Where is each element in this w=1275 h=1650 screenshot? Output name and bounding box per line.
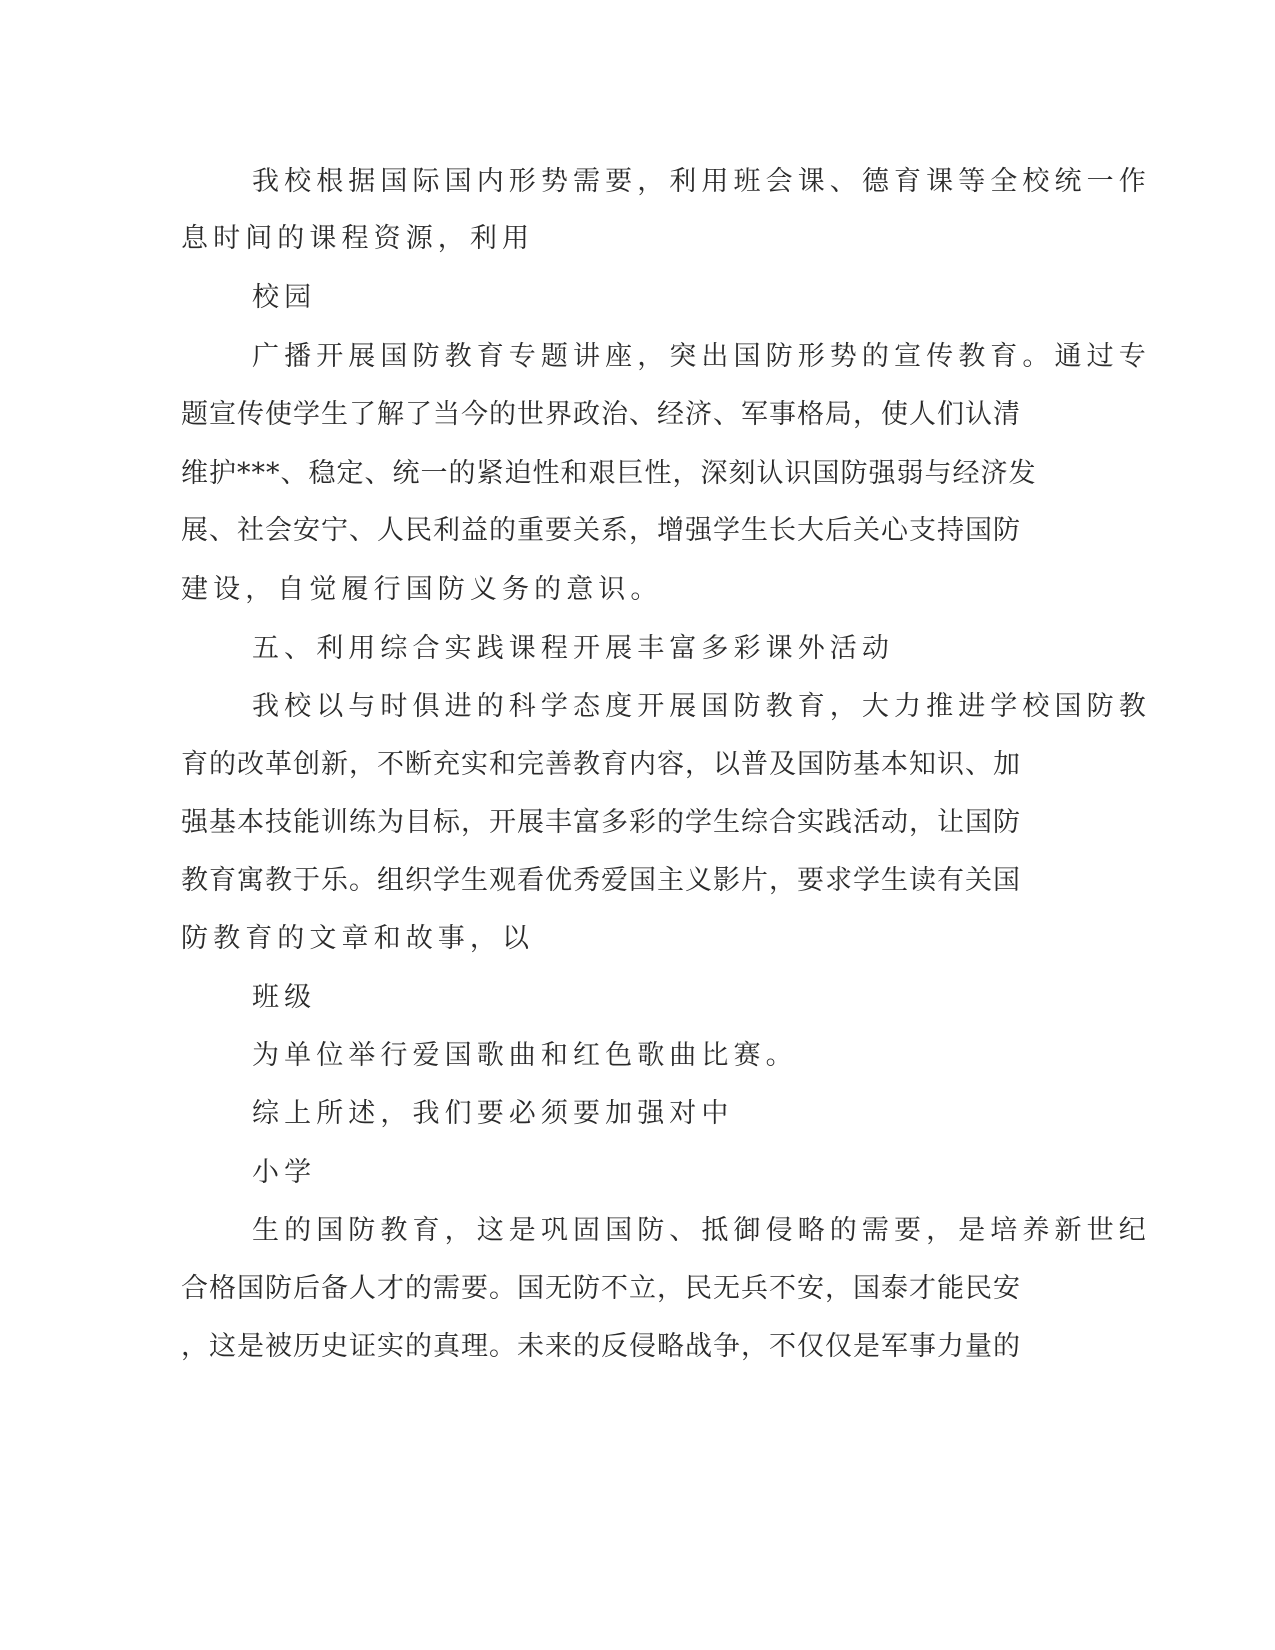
paragraph-line: 题宣传使学生了解了当今的世界政治、经济、军事格局，使人们认清 [181,399,1021,430]
paragraph-line: 广播开展国防教育专题讲座，突出国防形势的宣传教育。通过专 [252,341,1151,372]
paragraph-line: 强基本技能训练为目标，开展丰富多彩的学生综合实践活动，让国防 [181,807,1021,838]
paragraph-line: 展、社会安宁、人民利益的重要关系，增强学生长大后关心支持国防 [181,515,1021,546]
paragraph-line: 综上所述，我们要必须要加强对中 [252,1098,734,1129]
paragraph-line: 防教育的文章和故事，以 [181,923,535,954]
paragraph-line: 建设，自觉履行国防义务的意识。 [181,574,663,605]
paragraph-line: 维护***、稳定、统一的紧迫性和艰巨性，深刻认识国防强弱与经济发 [181,458,1037,489]
paragraph-line: 生的国防教育，这是巩固国防、抵御侵略的需要，是培养新世纪 [252,1215,1151,1246]
paragraph-line: 教育寓教于乐。组织学生观看优秀爱国主义影片，要求学生读有关国 [181,865,1021,896]
paragraph-line: 育的改革创新，不断充实和完善教育内容，以普及国防基本知识、加 [181,749,1021,780]
paragraph-line: 为单位举行爱国歌曲和红色歌曲比赛。 [252,1040,798,1071]
paragraph-line: 我校以与时俱进的科学态度开展国防教育，大力推进学校国防教 [252,691,1151,722]
paragraph-line: 合格国防后备人才的需要。国无防不立，民无兵不安，国泰才能民安 [181,1273,1021,1304]
paragraph-line: ，这是被历史证实的真理。未来的反侵略战争，不仅仅是军事力量的 [181,1331,1021,1362]
section-heading: 五、利用综合实践课程开展丰富多彩课外活动 [252,633,894,664]
paragraph-line: 校园 [252,282,317,313]
paragraph-line: 小学 [252,1157,317,1188]
paragraph-line: 我校根据国际国内形势需要，利用班会课、德育课等全校统一作 [252,166,1151,197]
paragraph-line: 息时间的课程资源，利用 [181,223,535,254]
paragraph-line: 班级 [252,982,317,1013]
